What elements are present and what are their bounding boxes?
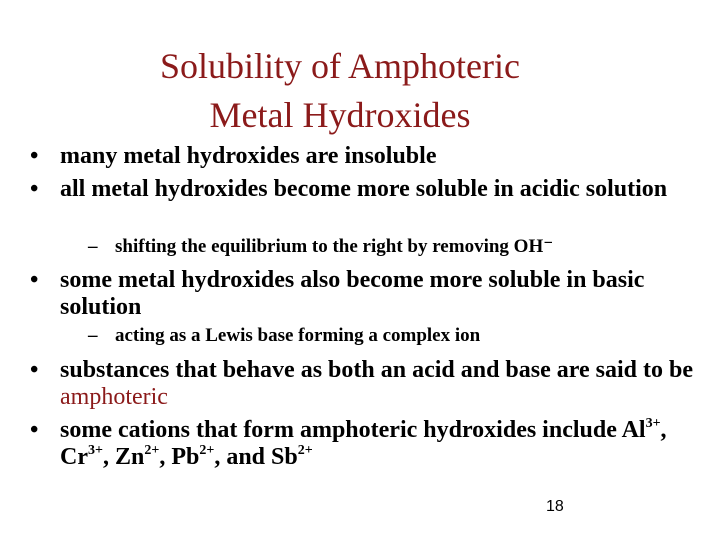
sub-bullet-text: acting as a Lewis base forming a complex ion	[115, 325, 481, 346]
bullet-text-main: some cations that form amphoteric hydroxides include	[60, 417, 617, 443]
amphoteric-term: amphoteric	[60, 384, 168, 410]
conjunction-and: and	[226, 444, 266, 470]
dash-icon: –	[88, 325, 98, 346]
bullet-icon: •	[30, 143, 39, 169]
bullet-insoluble	[30, 143, 700, 170]
bullet-text: many metal hydroxides are insoluble	[60, 143, 437, 169]
bullet-amphoteric-cations	[30, 417, 700, 471]
bullet-text	[60, 357, 700, 411]
bullet-text: some metal hydroxides also become more soluble in basic solution	[60, 267, 645, 320]
sub-bullet-text: shifting the equilibrium to the right by removing OH⁻	[115, 236, 554, 257]
sub-bullet-equilibrium	[88, 236, 698, 258]
sub-bullet-lewis-base	[88, 325, 698, 347]
slide-title-line-2: Metal Hydroxides	[209, 95, 471, 135]
bullet-icon: •	[30, 176, 39, 202]
cation-al: $Al^{3+}$	[621, 416, 661, 443]
cation-zn: $Zn^{2+}$	[114, 443, 160, 470]
bullet-text: some cations that form amphoteric hydroxides include $Al^{3+}$, $Cr^{3+}$, $Zn^{2+}$, $Pb^{2+}$, and $Sb^{2+}$	[60, 416, 667, 470]
page-number: 18	[546, 498, 564, 515]
bullet-acidic	[30, 176, 700, 203]
bullet-basic	[30, 267, 700, 321]
dash-icon: –	[88, 236, 98, 257]
cation-cr: $Cr^{3+}$	[60, 443, 103, 470]
bullet-text-main: substances that behave as both an acid and base are said to be	[60, 357, 693, 383]
bullet-icon: •	[30, 267, 39, 293]
bullet-amphoteric-definition	[30, 357, 700, 411]
cation-sb: $Sb^{2+}$	[271, 443, 313, 470]
bullet-icon: •	[30, 357, 39, 383]
bullet-icon: •	[30, 417, 39, 443]
cation-pb: $Pb^{2+}$	[171, 443, 215, 470]
bullet-text: all metal hydroxides become more soluble in acidic solution	[60, 176, 668, 202]
slide-title-line-1: Solubility of Amphoteric	[160, 46, 520, 86]
